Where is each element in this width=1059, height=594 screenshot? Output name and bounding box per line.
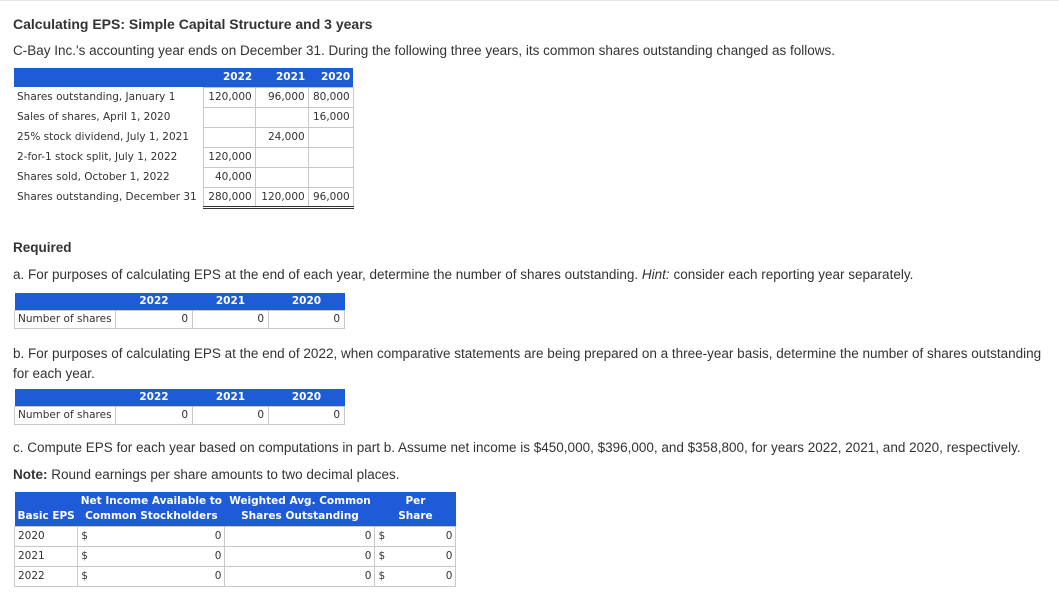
cell-2022: 120,000	[203, 87, 255, 107]
currency-symbol: $	[375, 526, 395, 546]
cell-2022: 280,000	[203, 187, 255, 207]
shares-2021-input[interactable]: 0	[193, 406, 269, 424]
year-label: 2020	[15, 526, 78, 546]
part-a-table	[14, 293, 345, 329]
cell-2020	[308, 147, 353, 167]
weighted-shares-2022-input[interactable]: 0	[225, 566, 375, 586]
part-b-table	[14, 389, 345, 425]
table-row	[14, 127, 353, 147]
header-weighted	[225, 492, 375, 526]
currency-symbol: $	[375, 546, 395, 566]
table-row	[14, 87, 353, 107]
currency-symbol: $	[78, 566, 98, 586]
header-net-income-line1: Net Income Available to	[80, 494, 222, 507]
shares-2021-input[interactable]: 0	[193, 310, 269, 328]
table-row	[14, 107, 353, 127]
cell-2020: 16,000	[308, 107, 353, 127]
table-row-total	[14, 187, 353, 207]
part-c-question: c. Compute EPS for each year based on computations in part b. Assume net income is $450,000, $396,000, and $358,800, for years 2022, 2021, and 2020, respectively.	[13, 440, 1021, 455]
per-share-2020-input[interactable]: 0	[395, 526, 456, 546]
cell-2021	[255, 167, 308, 187]
table-row	[14, 147, 353, 167]
page-title: Calculating EPS: Simple Capital Structure and 3 years	[13, 16, 373, 32]
header-2020: 2020	[308, 68, 353, 87]
row-label: 25% stock dividend, July 1, 2021	[17, 131, 190, 143]
table-row	[15, 310, 345, 328]
header-per-share	[375, 492, 456, 526]
cell-2020: 96,000	[308, 187, 353, 207]
eps-table	[14, 492, 456, 587]
cell-2022: 120,000	[203, 147, 255, 167]
header-2020: 2020	[269, 389, 345, 406]
part-a-text: a. For purposes of calculating EPS at the end of each year, determine the number of shares outstanding.	[13, 267, 639, 282]
row-label: Shares sold, October 1, 2022	[17, 171, 170, 183]
header-2022: 2022	[116, 293, 193, 310]
header-net-income	[78, 492, 225, 526]
net-income-2022-input[interactable]: 0	[98, 566, 225, 586]
part-a-question	[13, 267, 913, 282]
cell-2021: 120,000	[255, 187, 308, 207]
table-row	[15, 526, 456, 546]
intro-text: C-Bay Inc.'s accounting year ends on December 31. During the following three years, its common shares outstanding changed as follows.	[13, 43, 836, 58]
year-label: 2022	[15, 566, 78, 586]
table-row	[15, 546, 456, 566]
header-2021: 2021	[193, 389, 269, 406]
cell-2022	[203, 127, 255, 147]
shares-2020-input[interactable]: 0	[269, 310, 345, 328]
header-2022: 2022	[203, 68, 255, 87]
currency-symbol: $	[375, 566, 395, 586]
note-label: Note:	[13, 467, 48, 482]
row-label: Shares outstanding, December 31	[17, 191, 197, 203]
header-net-income-line2: Common Stockholders	[85, 509, 218, 522]
cell-2020	[308, 127, 353, 147]
header-weighted-line1: Weighted Avg. Common	[229, 494, 371, 507]
cell-2022: 40,000	[203, 167, 255, 187]
share-changes-table	[14, 68, 354, 209]
table-header-row	[15, 492, 456, 526]
note-text: Round earnings per share amounts to two decimal places.	[51, 467, 400, 482]
header-blank	[14, 68, 203, 87]
row-label: Shares outstanding, January 1	[17, 91, 176, 103]
weighted-shares-2021-input[interactable]: 0	[225, 546, 375, 566]
part-a-hint-text: consider each reporting year separately.	[673, 267, 914, 282]
shares-2022-input[interactable]: 0	[116, 406, 193, 424]
cell-2020: 80,000	[308, 87, 353, 107]
cell-2022	[203, 107, 255, 127]
table-header-row	[15, 389, 345, 406]
currency-symbol: $	[78, 526, 98, 546]
weighted-shares-2020-input[interactable]: 0	[225, 526, 375, 546]
table-header-row	[15, 293, 345, 310]
required-heading: Required	[13, 240, 72, 255]
table-header-row	[14, 68, 353, 87]
header-2020: 2020	[269, 293, 345, 310]
part-b-question: b. For purposes of calculating EPS at the end of 2022, when comparative statements are being prepared on a three-year basis, determine the number of shares outstanding for each year.	[13, 346, 1042, 381]
top-divider	[0, 0, 1059, 1]
header-2021: 2021	[193, 293, 269, 310]
cell-2021	[255, 147, 308, 167]
cell-2021: 24,000	[255, 127, 308, 147]
header-weighted-line2: Shares Outstanding	[241, 509, 359, 522]
per-share-2022-input[interactable]: 0	[395, 566, 456, 586]
table-row	[14, 167, 353, 187]
rounding-note	[13, 467, 399, 482]
header-per-line1: Per	[405, 494, 426, 507]
row-label: Sales of shares, April 1, 2020	[17, 111, 171, 123]
row-label: Number of shares	[15, 406, 116, 424]
net-income-2021-input[interactable]: 0	[98, 546, 225, 566]
row-label: Number of shares	[15, 310, 116, 328]
header-blank	[15, 389, 116, 406]
header-2021: 2021	[255, 68, 308, 87]
cell-2021	[255, 107, 308, 127]
year-label: 2021	[15, 546, 78, 566]
currency-symbol: $	[78, 546, 98, 566]
row-label: 2-for-1 stock split, July 1, 2022	[17, 151, 178, 163]
net-income-2020-input[interactable]: 0	[98, 526, 225, 546]
cell-2021: 96,000	[255, 87, 308, 107]
shares-2022-input[interactable]: 0	[116, 310, 193, 328]
header-per-line2: Share	[398, 509, 433, 522]
per-share-2021-input[interactable]: 0	[395, 546, 456, 566]
header-blank	[15, 293, 116, 310]
shares-2020-input[interactable]: 0	[269, 406, 345, 424]
part-a-hint-label: Hint:	[641, 267, 670, 282]
cell-2020	[308, 167, 353, 187]
table-row	[15, 406, 345, 424]
header-basic-eps: Basic EPS	[15, 492, 78, 526]
header-2022: 2022	[116, 389, 193, 406]
table-row	[15, 566, 456, 586]
